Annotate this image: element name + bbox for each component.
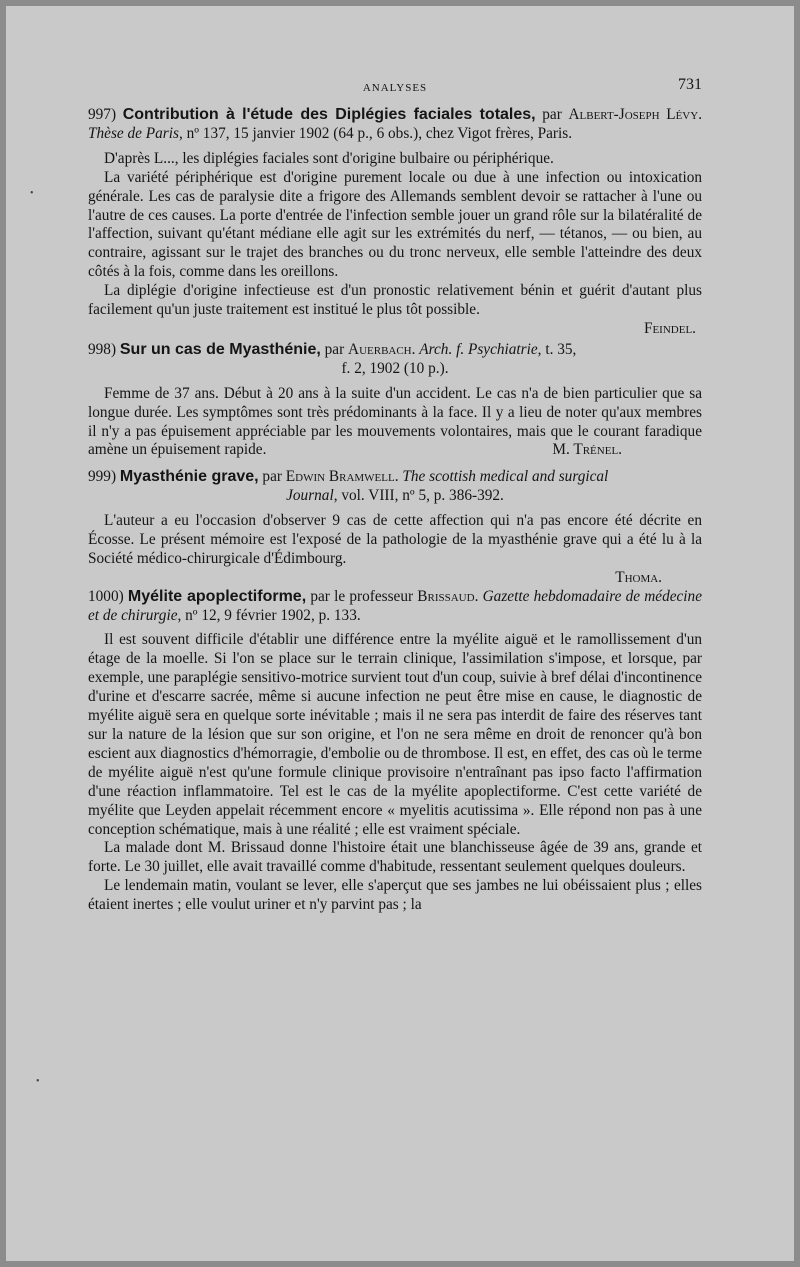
entry-source: Gazette hebdomadaire de médecine et de chirurgie (88, 587, 702, 624)
abstract-entry-997 (88, 106, 702, 339)
paragraph: Le lendemain matin, voulant se lever, elle s'aperçut que ses jambes ne lui obéissaient plus ; elles étaient inertes ; elle voulut uriner et n'y parvint pas ; la (88, 877, 702, 914)
entry-source: The scottish medical and surgical (402, 468, 609, 486)
entry-author: Edwin Bramwell (285, 468, 395, 486)
margin-mark: • (36, 1076, 40, 1087)
entry-heading (88, 588, 702, 626)
paragraph: La variété périphérique est d'origine purement locale ou due à une infection ou intoxication générale. Les cas de paralysie dite a frigore des Allemands semblent devoir se rattacher à l'une ou l'autre de ces causes. La porte d'entrée de l'infection semble jouer un grand rôle sur la bilatéralité de l'affection, suivant qu'étant médiane elle agit sur les extrémités du nerf, — tétanos, — ou bien, au contraire, agissant sur le trajet des branches ou du tronc nerveux, elle semble l'atteindre des deux côtés à la fois, comme dans les oreillons. (88, 168, 702, 281)
entry-ref-text: . (474, 587, 483, 605)
entry-ref-continued: f. 2, 1902 (10 p.). (341, 359, 449, 377)
book-page (6, 6, 794, 1261)
paragraph: Femme de 37 ans. Début à 20 ans à la suite d'un accident. Le cas n'a de bien particulier que sa longue durée. Les symptômes sont très prédominants à la face. Il y a lieu de noter qu'aux membres il n'y a pas épuisement appréciable par les mouvements volontaires, mais que le courant faradique amène un épuisement rapide. (88, 384, 702, 459)
entry-title: Contribution à l'étude des Diplégies faciales totales, (122, 106, 536, 123)
abstract-entry-999 (88, 468, 702, 587)
entry-title: Myélite apoplectiforme, (127, 587, 307, 605)
paragraph: Il est souvent difficile d'établir une différence entre la myélite aiguë et le ramollissement d'un étage de la moelle. Si l'on se place sur le terrain clinique, l'assimilation s'impose, et lorsque, par exemple, une paraplégie sensitivo-motrice survient tout d'un coup, suivie à bref délai d'incontinence d'urine et d'escarre sacrée, même si aucune infection ne peut être mise en cause, le diagnostic de myélite aiguë sera en quelque sorte inévitable ; mais il ne sera pas interdit de faire des réserves tant sur la nature de la lésion que sur son origine, et l'on ne sera même en droit de renoncer qu'à bon escient aux diagnostics d'hémorragie, d'embolie ou de thrombose. Il est, en effet, des cas où le terme de myélite aiguë n'est qu'une formule clinique provisoire n'entraînant pas ipso facto l'affirmation d'une réaction inflammatoire. Tel est le cas de la myélite apoplectiforme. C'est cette variété de myélite que Leyden appelait récemment encore « myelitis acutissima ». Elle répond non pas à une conception schématique, mais à une réalité ; elle est vraiment spéciale. (88, 631, 702, 838)
paragraph: L'auteur a eu l'occasion d'observer 9 cas de cette affection qui n'a pas encore été décrite en Écosse. Le présent mémoire est l'exposé de la pathologie de la myasthénie grave qui a été lu à la Société médico-chirurgicale d'Édimbourg. (88, 512, 702, 567)
entry-ref-text: par (320, 340, 349, 358)
entry-heading (88, 468, 702, 506)
entry-ref-text: . (698, 106, 703, 123)
abstract-entry-998 (88, 341, 702, 460)
entry-author: Auerbach (348, 340, 412, 358)
entry-source: Arch. f. Psychiatrie (419, 340, 538, 358)
entry-heading (88, 341, 702, 379)
entry-ref-text: par (258, 468, 286, 486)
entry-ref-text: , t. 35, (537, 340, 577, 358)
entry-number: 997) (88, 106, 117, 123)
entry-ref-text: , vol. VIII, nº 5, p. 386-392. (333, 487, 504, 505)
paragraph: La diplégie d'origine infectieuse est d'un pronostic relativement bénin et guérit d'autant plus facilement qu'un juste traitement est institué le plus tôt possible. (88, 282, 702, 319)
entry-author: Albert-Joseph Lévy (568, 106, 699, 123)
abstract-entry-1000 (88, 588, 702, 915)
entry-title: Sur un cas de Myasthénie, (119, 340, 321, 358)
paragraph: D'après L..., les diplégies faciales sont d'origine bulbaire ou périphérique. (104, 149, 554, 167)
entry-ref-text: par (535, 106, 569, 123)
entry-ref-text: , nº 137, 15 janvier 1902 (64 p., 6 obs.), chez Vigot frères, Paris. (178, 124, 573, 142)
entry-signature: Thoma. (615, 568, 662, 586)
entry-source: Thèse de Paris (88, 124, 179, 142)
entry-source-continued: Journal (286, 487, 334, 505)
entry-author: Brissaud (417, 587, 475, 605)
entry-ref-text: . (411, 340, 420, 358)
entry-ref-text: . (394, 468, 403, 486)
paragraph: La malade dont M. Brissaud donne l'histoire était une blanchisseuse âgée de 39 ans, grande et forte. Le 30 juillet, elle avait travaillé comme d'habitude, ressentant seulement quelques douleurs. (88, 839, 702, 876)
entry-number: 999) (88, 468, 117, 486)
entry-number: 1000) (88, 587, 124, 605)
page-content (88, 76, 702, 915)
entry-number: 998) (88, 340, 117, 358)
entry-signature: Feindel. (643, 319, 696, 337)
running-head-title: ANALYSES (362, 82, 428, 94)
page-number: 731 (678, 76, 702, 93)
entry-ref-text: par le professeur (306, 587, 418, 605)
running-head (88, 76, 702, 98)
entry-title: Myasthénie grave, (119, 468, 259, 486)
margin-mark: • (30, 188, 34, 199)
entry-ref-text: , nº 12, 9 février 1902, p. 133. (177, 606, 361, 624)
entry-ref-continued (88, 487, 702, 506)
entry-heading (88, 106, 702, 144)
entry-signature: M. Trénel. (552, 441, 622, 459)
